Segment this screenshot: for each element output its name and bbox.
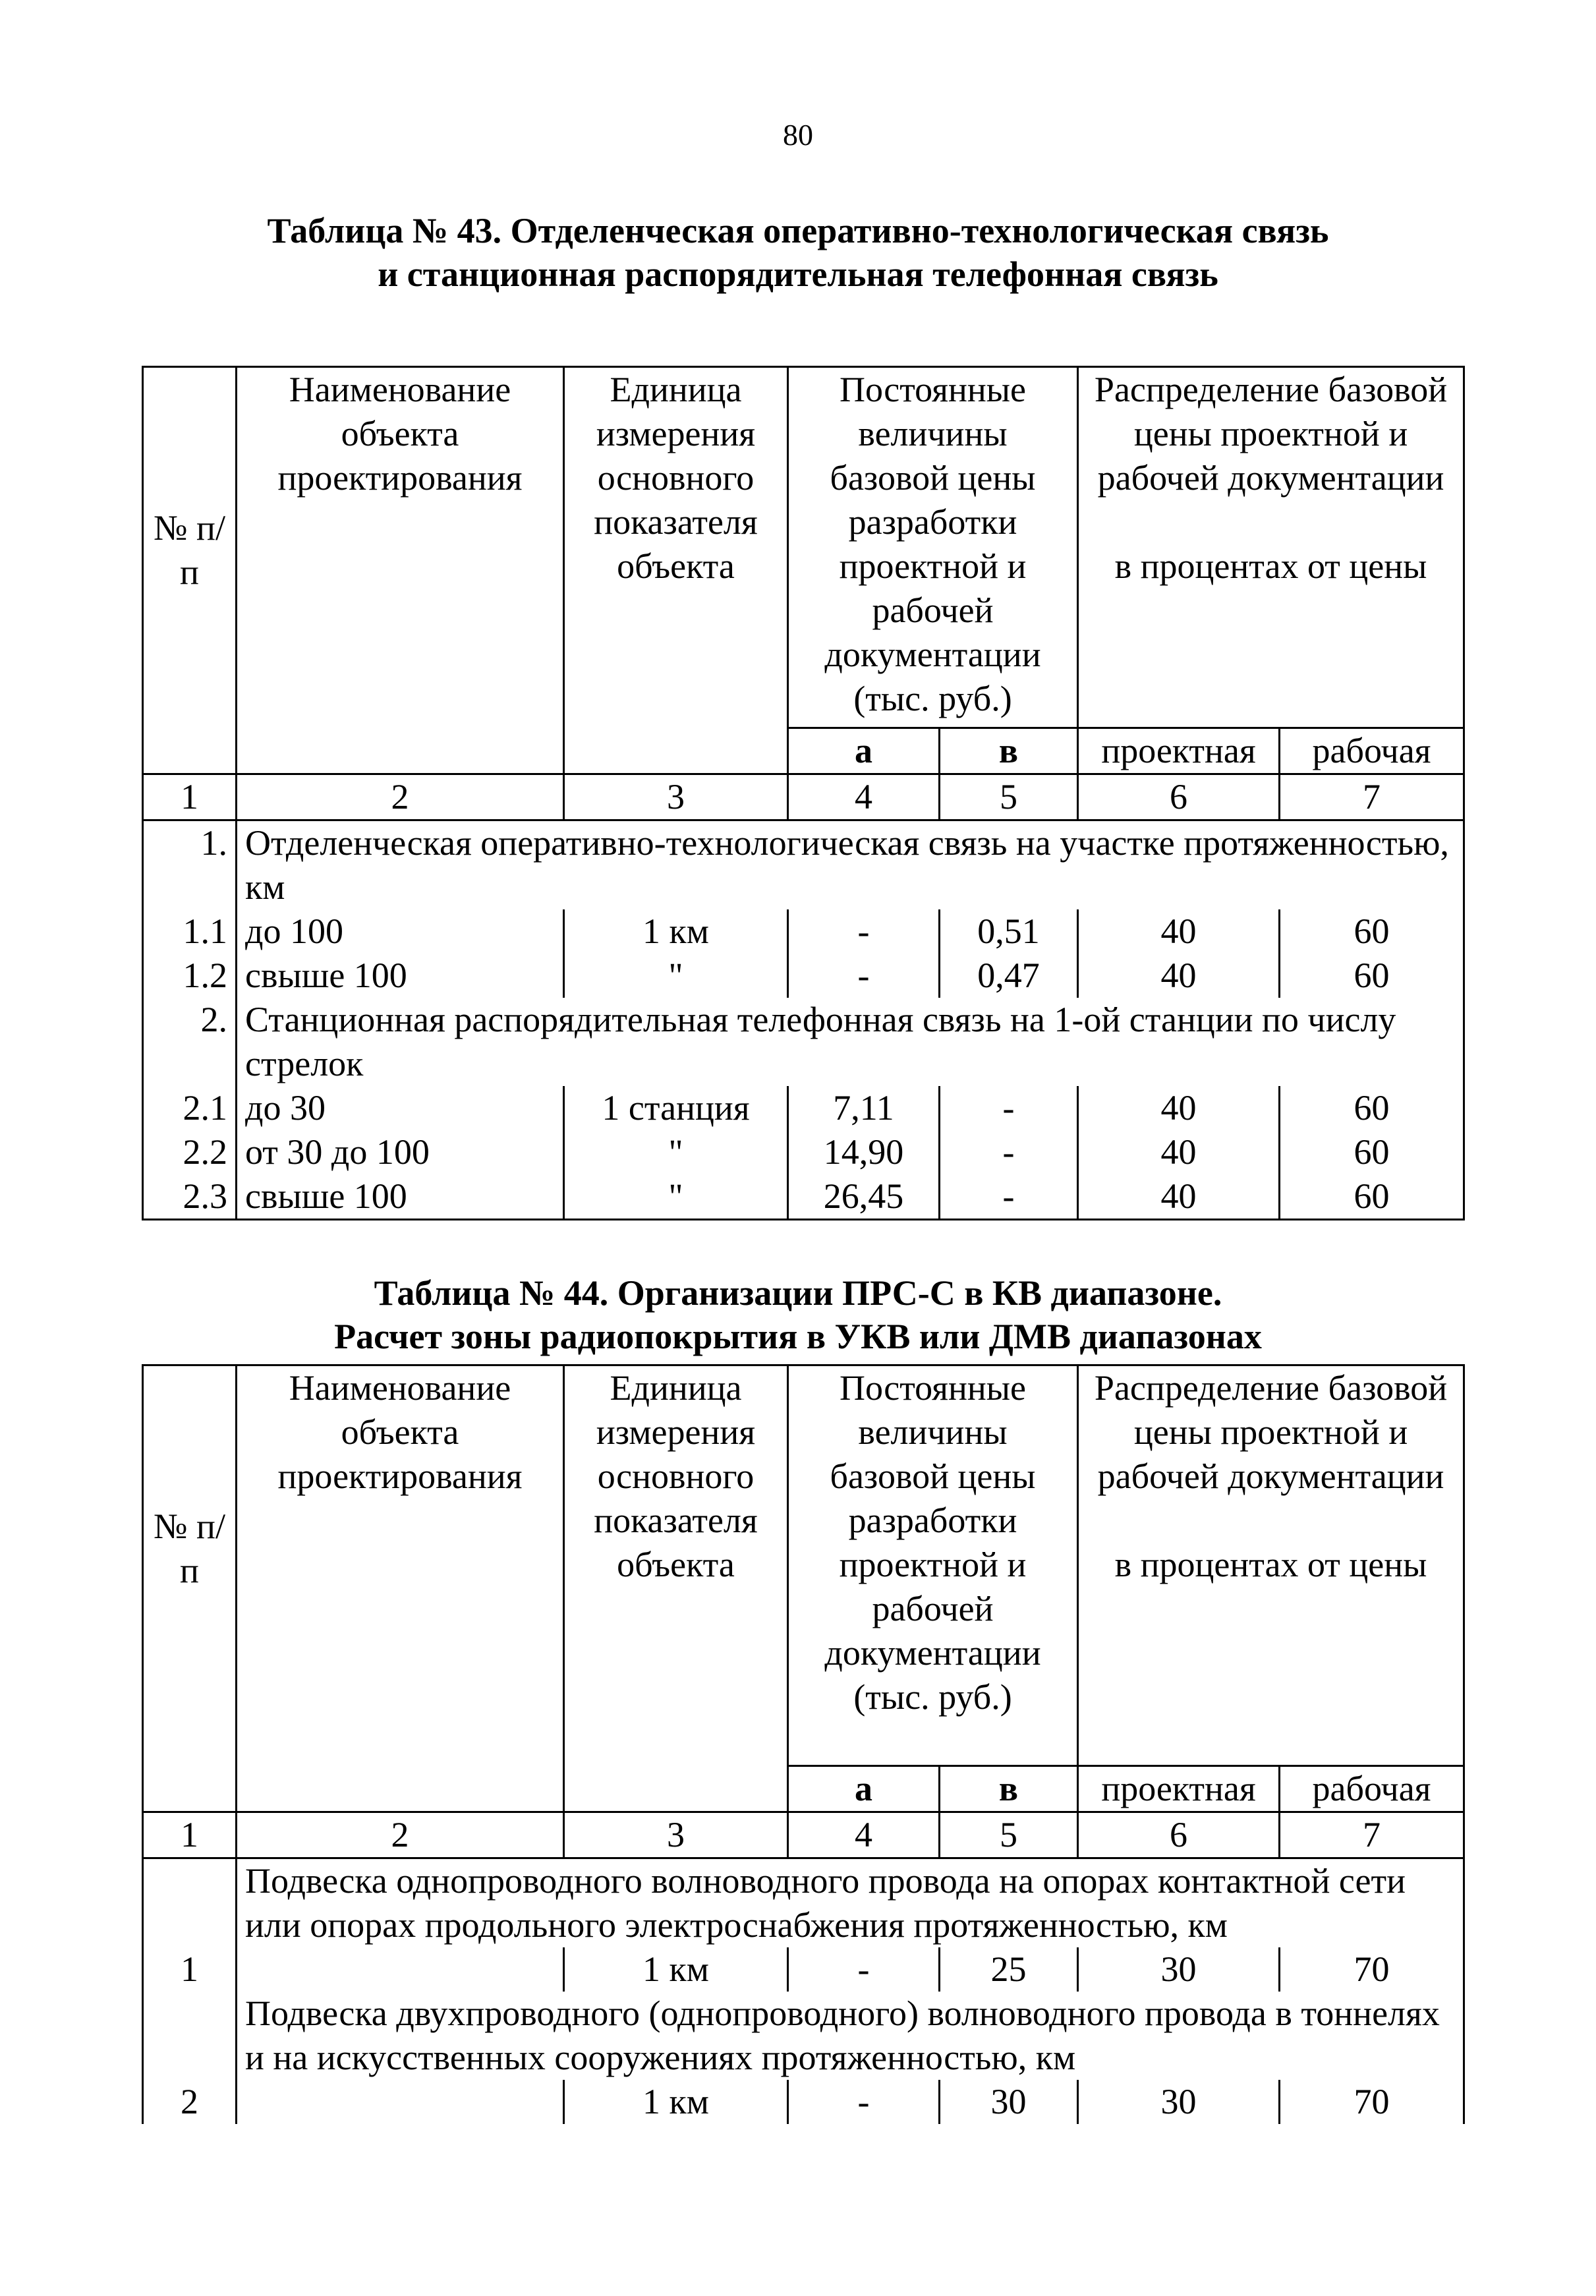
- row-proj: 40: [1078, 1086, 1280, 1130]
- table44-caption-line1: Таблица № 44. Организации ПРС-С в КВ диапазоне.: [374, 1273, 1222, 1313]
- row-work: 60: [1280, 1086, 1464, 1130]
- col-number: 4: [788, 1812, 940, 1858]
- col-number: 4: [788, 774, 940, 820]
- header-const: Постоянные величины базовой цены разработки проектной и рабочей документации (тыс. руб.): [788, 1365, 1078, 1766]
- col-number: 5: [940, 774, 1078, 820]
- sub-a: а: [788, 1766, 940, 1812]
- row-num: 2.1: [143, 1086, 237, 1130]
- row-unit: ": [564, 1174, 788, 1220]
- section-num: 1.: [143, 820, 237, 910]
- header-unit: Единица измерения основного показателя объекта: [564, 1365, 788, 1812]
- row-work: 60: [1280, 1174, 1464, 1220]
- header-num: № п/п: [143, 1365, 237, 1812]
- col-number: 3: [564, 1812, 788, 1858]
- row-unit: 1 км: [564, 909, 788, 954]
- row-proj: 40: [1078, 1174, 1280, 1220]
- header-dist-sub: в процентах от цены: [1114, 546, 1427, 586]
- row-b: -: [940, 1174, 1078, 1220]
- table-43: [142, 366, 1465, 1220]
- row-name: до 100: [237, 909, 564, 954]
- row-a: 26,45: [788, 1174, 940, 1220]
- section-num: 2.: [143, 998, 237, 1086]
- sub-a: а: [788, 728, 940, 774]
- header-name: Наименование объекта проектирования: [237, 1365, 564, 1812]
- col-number: 6: [1078, 1812, 1280, 1858]
- row-work: 60: [1280, 954, 1464, 998]
- row-unit: ": [564, 1130, 788, 1174]
- row-name: до 30: [237, 1086, 564, 1130]
- header-name: Наименование объекта проектирования: [237, 367, 564, 774]
- row-name-empty: [237, 1947, 564, 1992]
- col-number: 1: [143, 774, 237, 820]
- section-title: Отделенческая оперативно-технологическая связь на участке протяженностью, км: [237, 820, 1464, 910]
- header-dist: [1078, 1365, 1464, 1766]
- row-proj: 40: [1078, 954, 1280, 998]
- row-num: 2.3: [143, 1174, 237, 1220]
- row-num: 2.2: [143, 1130, 237, 1174]
- row-name: свыше 100: [237, 954, 564, 998]
- col-number: 2: [237, 774, 564, 820]
- row-proj: 40: [1078, 1130, 1280, 1174]
- row-proj: 40: [1078, 909, 1280, 954]
- row-num: 1.1: [143, 909, 237, 954]
- col-number: 3: [564, 774, 788, 820]
- row-b: -: [940, 1130, 1078, 1174]
- row-b: 25: [940, 1947, 1078, 1992]
- row-proj: 30: [1078, 1947, 1280, 1992]
- row-a: 7,11: [788, 1086, 940, 1130]
- col-number: 6: [1078, 774, 1280, 820]
- row-unit: 1 км: [564, 2080, 788, 2124]
- row-b: 0,51: [940, 909, 1078, 954]
- row-work: 60: [1280, 1130, 1464, 1174]
- sub-proj: проектная: [1078, 728, 1280, 774]
- sub-b: в: [940, 1766, 1078, 1812]
- row-a: -: [788, 954, 940, 998]
- sub-b: в: [940, 728, 1078, 774]
- row-name: свыше 100: [237, 1174, 564, 1220]
- col-number: 2: [237, 1812, 564, 1858]
- row-work: 70: [1280, 1947, 1464, 1992]
- row-work: 70: [1280, 2080, 1464, 2124]
- table-44: [142, 1364, 1465, 2124]
- row-b: -: [940, 1086, 1078, 1130]
- row-name-empty: [237, 2080, 564, 2124]
- sub-work: рабочая: [1280, 728, 1464, 774]
- sub-proj: проектная: [1078, 1766, 1280, 1812]
- table43-caption-line2: и станционная распорядительная телефонная связь: [378, 254, 1218, 294]
- row-unit: 1 станция: [564, 1086, 788, 1130]
- header-dist-sub: в процентах от цены: [1114, 1545, 1427, 1584]
- table43-caption-line1: Таблица № 43. Отделенческая оперативно-технологическая связь: [267, 211, 1329, 250]
- sub-work: рабочая: [1280, 1766, 1464, 1812]
- row-a: -: [788, 2080, 940, 2124]
- row-b: 30: [940, 2080, 1078, 2124]
- row-a: -: [788, 909, 940, 954]
- row-unit: ": [564, 954, 788, 998]
- row-num: 2: [143, 1992, 237, 2124]
- row-num: 1: [143, 1858, 237, 1992]
- section-title: Станционная распорядительная телефонная связь на 1-ой станции по числу стрелок: [237, 998, 1464, 1086]
- col-number: 5: [940, 1812, 1078, 1858]
- row-title: Подвеска однопроводного волноводного провода на опорах контактной сети или опорах продольного электроснабжения протяженностью, км: [237, 1858, 1464, 1948]
- header-dist-text: Распределение базовой цены проектной и рабочей документации: [1094, 370, 1448, 498]
- row-name: от 30 до 100: [237, 1130, 564, 1174]
- header-dist-text: Распределение базовой цены проектной и рабочей документации: [1094, 1368, 1448, 1496]
- row-work: 60: [1280, 909, 1464, 954]
- header-const: Постоянные величины базовой цены разработки проектной и рабочей документации (тыс. руб.): [788, 367, 1078, 728]
- table44-caption-line2: Расчет зоны радиопокрытия в УКВ или ДМВ диапазонах: [334, 1317, 1262, 1356]
- row-unit: 1 км: [564, 1947, 788, 1992]
- header-dist: [1078, 367, 1464, 728]
- header-unit: Единица измерения основного показателя объекта: [564, 367, 788, 774]
- row-title: Подвеска двухпроводного (однопроводного) волноводного провода в тоннелях и на искусственных сооружениях протяженностью, км: [237, 1992, 1464, 2080]
- header-num: № п/п: [143, 367, 237, 774]
- col-number: 7: [1280, 1812, 1464, 1858]
- col-number: 1: [143, 1812, 237, 1858]
- page-number: 80: [783, 118, 813, 152]
- col-number: 7: [1280, 774, 1464, 820]
- row-num: 1.2: [143, 954, 237, 998]
- row-b: 0,47: [940, 954, 1078, 998]
- row-a: -: [788, 1947, 940, 1992]
- row-proj: 30: [1078, 2080, 1280, 2124]
- row-a: 14,90: [788, 1130, 940, 1174]
